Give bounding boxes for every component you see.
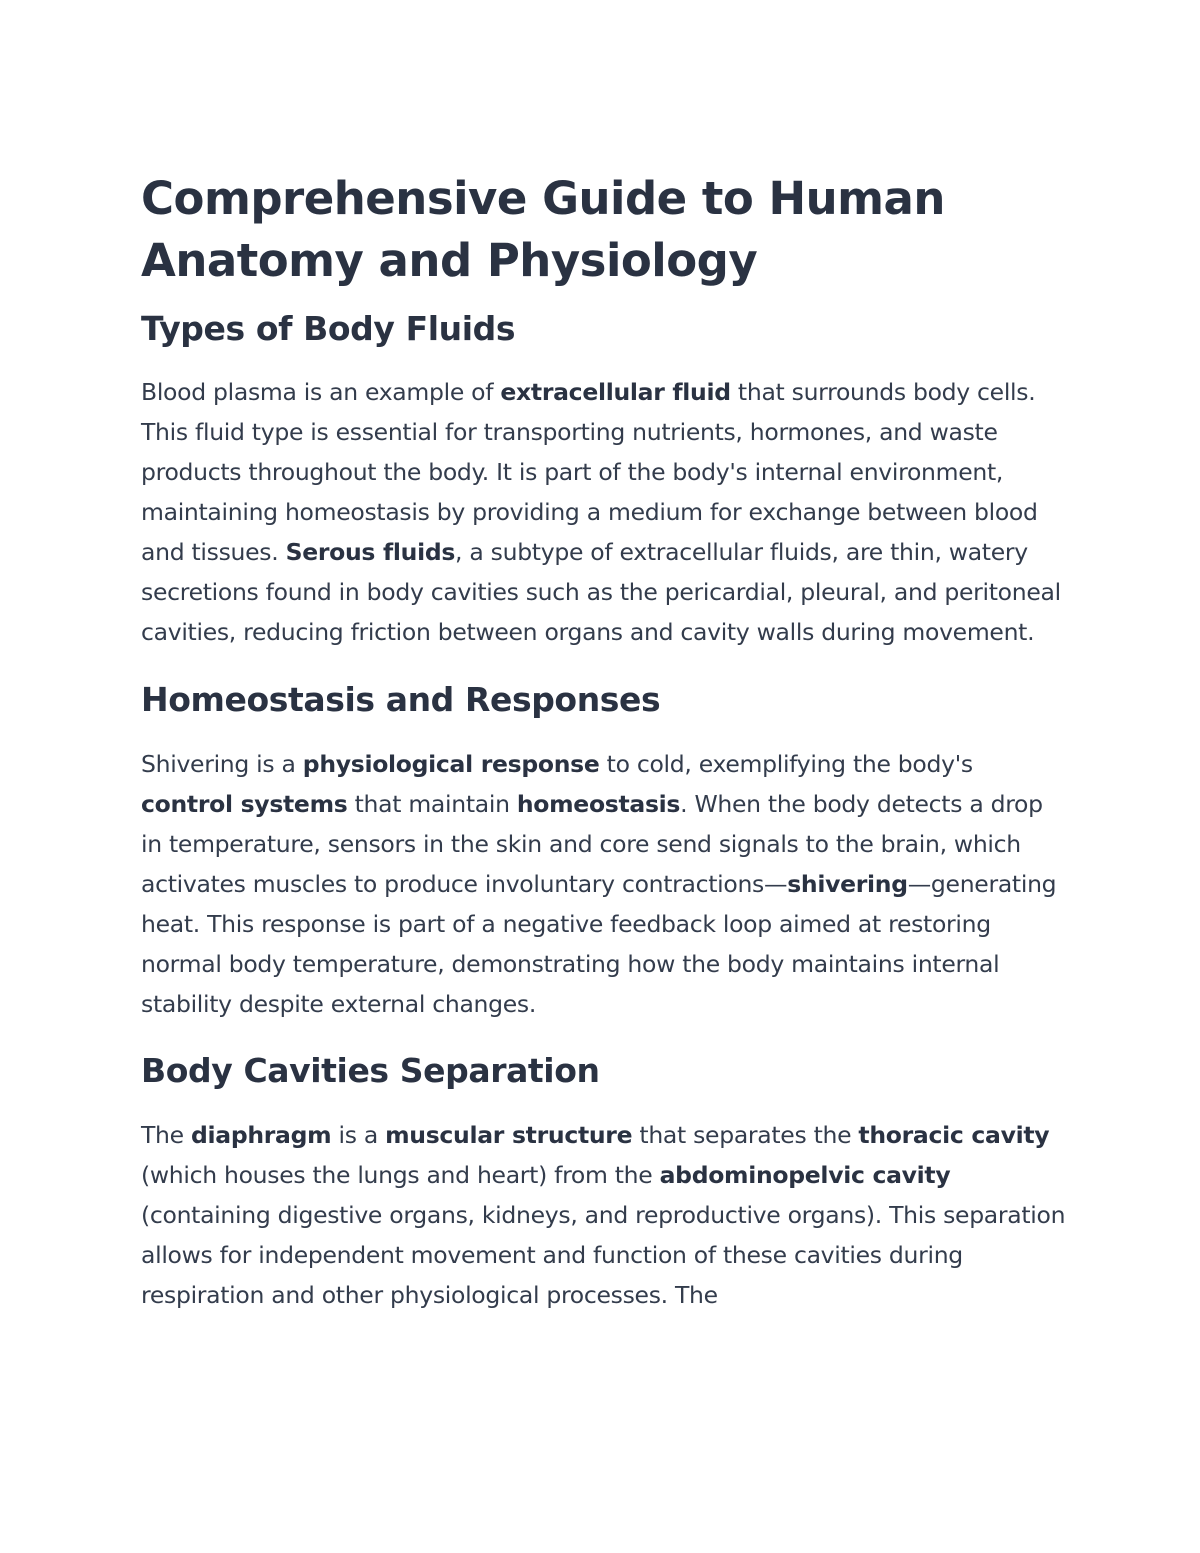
bold-term-shivering: shivering: [787, 870, 908, 898]
text-run: that surrounds body cells. This fluid type is essential for transporting nutrients, hormones, and waste products throughout the body. It is part of the body's internal environment, maintaining homeostasis by providing a medium for exchange between blood and tissues.: [141, 378, 1038, 566]
section-paragraph-body-fluids: [141, 372, 1066, 652]
text-run: to cold, exemplifying the body's: [599, 750, 973, 778]
section-heading-body-fluids: Types of Body Fluids: [141, 309, 516, 348]
text-run: —generating heat. This response is part of a negative feedback loop aimed at restoring normal body temperature, demonstrating how the body maintains internal stability despite external changes.: [141, 870, 1057, 1018]
section-heading-body-cavities: Body Cavities Separation: [141, 1051, 600, 1090]
text-run: (containing digestive organs, kidneys, and reproductive organs). This separation allows for independent movement and function of these cavities during respiration and other physiological processes. The: [141, 1201, 1066, 1309]
bold-term-muscular-structure: muscular structure: [385, 1121, 633, 1149]
text-run: Blood plasma is an example of: [141, 378, 501, 406]
text-run: Shivering is a: [141, 750, 303, 778]
text-run: (which houses the lungs and heart) from the: [141, 1161, 660, 1189]
bold-term-diaphragm: diaphragm: [190, 1121, 332, 1149]
bold-term-homeostasis: homeostasis: [516, 790, 681, 818]
bold-term-serous-fluids: Serous fluids: [285, 538, 456, 566]
document-page: [141, 168, 1066, 1315]
bold-term-abdominopelvic-cavity: abdominopelvic cavity: [659, 1161, 951, 1189]
text-run: that separates the: [632, 1121, 859, 1149]
text-run: , a subtype of extracellular fluids, are thin, watery secretions found in body cavities such as the pericardial, pleural, and peritoneal cavities, reducing friction between organs and cavity walls during movement.: [141, 538, 1061, 646]
text-run: is a: [331, 1121, 386, 1149]
bold-term-physiological-response: physiological response: [302, 750, 600, 778]
section-paragraph-body-cavities: [141, 1115, 1066, 1315]
section-paragraph-homeostasis: [141, 744, 1066, 1024]
text-run: . When the body detects a drop in temperature, sensors in the skin and core send signals to the brain, which activates muscles to produce involuntary contractions—: [141, 790, 1043, 898]
section-heading-homeostasis: Homeostasis and Responses: [141, 680, 661, 719]
text-run: The: [141, 1121, 191, 1149]
bold-term-thoracic-cavity: thoracic cavity: [858, 1121, 1050, 1149]
text-run: that maintain: [347, 790, 517, 818]
document-title: Comprehensive Guide to Human Anatomy and Physiology: [141, 172, 945, 287]
bold-term-extracellular-fluid: extracellular fluid: [500, 378, 731, 406]
bold-term-control-systems: control systems: [141, 790, 348, 818]
